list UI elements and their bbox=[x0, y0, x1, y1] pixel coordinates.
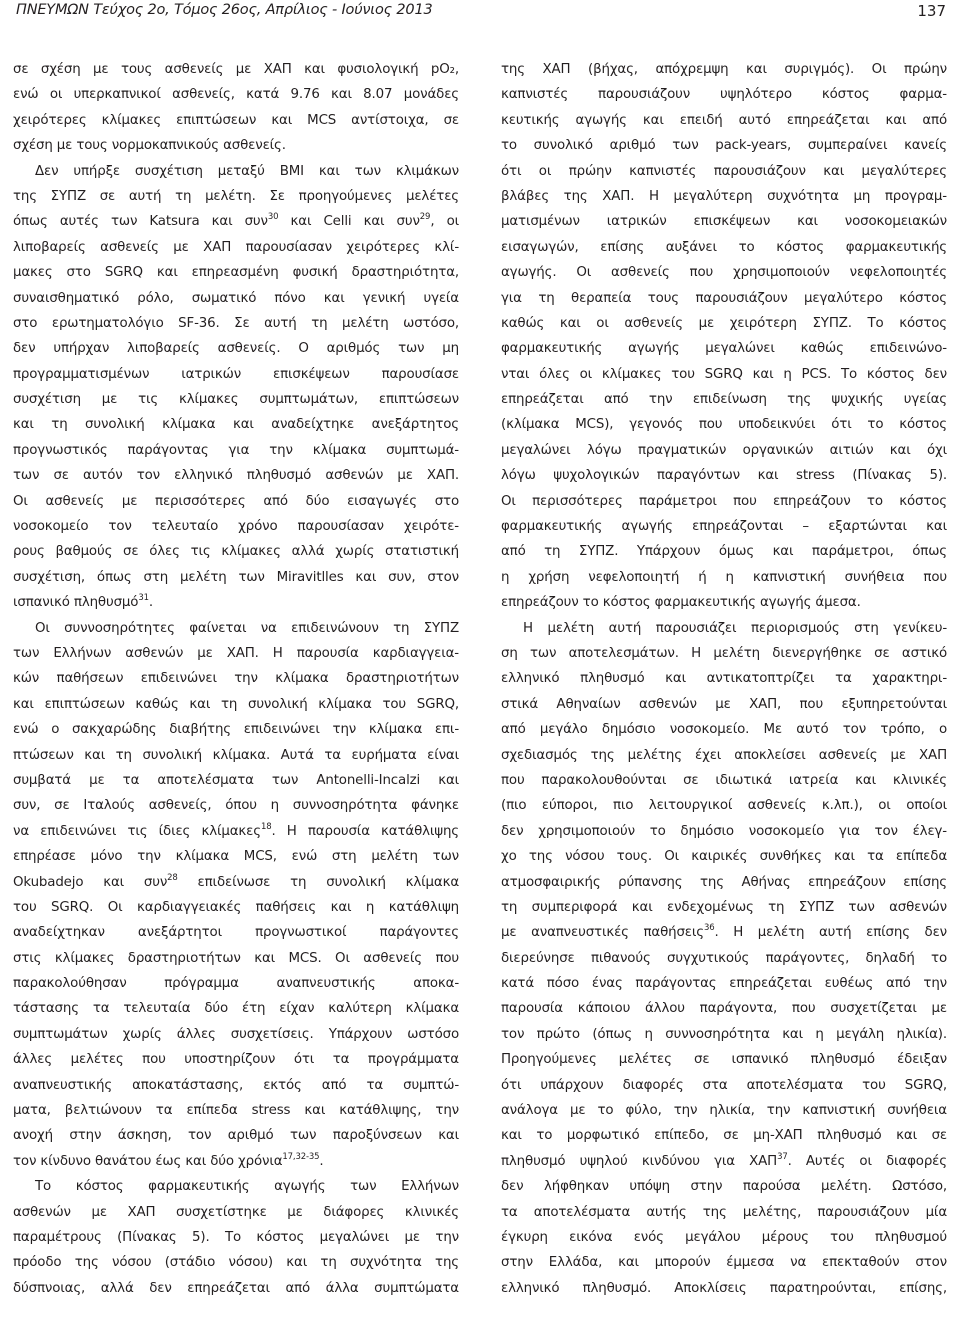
text-run: Οι ασθενείς με περισσότερες από δύο εισαγωγές στο bbox=[13, 493, 459, 509]
text-run: ρους βαθμούς σε όλες τις κλίμακες αλλά χωρίς στατιστική bbox=[13, 544, 459, 560]
citation-superscript: 18 bbox=[260, 821, 272, 832]
text-line bbox=[13, 1123, 459, 1148]
text-run: Προηγούμενες μελέτες σε ισπανικό πληθυσμό έδειξαν bbox=[501, 1052, 947, 1068]
text-line bbox=[501, 57, 947, 82]
text-line bbox=[13, 971, 459, 996]
text-run: πτώσεων και τη συνολική κλίμακα. Αυτά τα ευρήματα είναι bbox=[13, 747, 459, 763]
text-run: ση των αποτελεσμάτων. Η μελέτη διενεργήθηκε σε αστικό bbox=[501, 645, 947, 661]
text-run: τάστασης τα τελευταία δύο έτη είχαν καλύτερη κλίμακα bbox=[13, 1001, 459, 1017]
text-run: και επιπτώσεων καθώς και τη συνολική κλίμακα του SGRQ, bbox=[13, 696, 459, 712]
text-line bbox=[13, 996, 459, 1021]
text-run: δεν υπήρχαν λιποβαρείς ασθενείς. Ο αριθμός των μη bbox=[13, 341, 459, 357]
citation-superscript: 30 bbox=[267, 212, 279, 223]
text-line bbox=[13, 565, 459, 590]
text-line bbox=[501, 1200, 947, 1225]
text-line bbox=[501, 1276, 947, 1301]
text-line bbox=[13, 539, 459, 564]
text-run: ότι οι πρώην καπνιστές παρουσιάζουν και μεγαλύτερες bbox=[501, 163, 947, 179]
text-run: ασθενών με ΧΑΠ συσχετίστηκε με διάφορες κλινικές bbox=[13, 1204, 459, 1220]
text-line bbox=[501, 1250, 947, 1275]
text-run: καπνιστές παρουσιάζουν υψηλότερο κόστος φαρμα- bbox=[501, 87, 947, 103]
text-run: Οι περισσότερες παράμετροι που επηρεάζουν το κόστος bbox=[501, 493, 947, 509]
text-line bbox=[501, 717, 947, 742]
text-line bbox=[501, 362, 947, 387]
text-line bbox=[13, 1022, 459, 1047]
text-run: όπως αυτές των Katsura και συν bbox=[13, 214, 268, 230]
text-line bbox=[501, 82, 947, 107]
text-run: διερεύνησε πιθανούς συγχυτικούς παράγοντες, δηλαδή το bbox=[501, 950, 947, 966]
text-run: τη συμπεριφορά και ενδεχομένως τη ΣΥΠΖ των ασθενών bbox=[501, 899, 947, 915]
text-run: στο ερωτηματολόγιο SF-36. Σε αυτή τη μελέτη ωστόσο, bbox=[13, 315, 459, 331]
text-line bbox=[13, 1174, 459, 1199]
text-run: νοσοκομείο τον τελευταίο χρόνο παρουσίασαν χειρότε- bbox=[13, 519, 459, 535]
text-line bbox=[501, 1047, 947, 1072]
text-line bbox=[13, 743, 459, 768]
text-run: τα αποτελέσματα αυτής της μελέτης, παρουσιάζουν μία bbox=[501, 1204, 947, 1220]
text-line bbox=[13, 286, 459, 311]
text-run: για τη θεραπεία τους παρουσιάζουν μεγαλύτερο κόστος bbox=[501, 290, 947, 306]
text-line bbox=[13, 412, 459, 437]
text-run: προγραμματισμένων ιατρικών επισκέψεων παρουσίασε bbox=[13, 366, 459, 382]
text-line bbox=[13, 362, 459, 387]
text-run: αναδείχτηκαν ανεξάρτητοι προγνωστικοί παράγοντες bbox=[13, 925, 459, 941]
text-line bbox=[13, 717, 459, 742]
text-run: και τη συνολική κλίμακα και αναδείχτηκε ανεξάρτητος bbox=[13, 417, 459, 433]
text-line bbox=[501, 870, 947, 895]
text-run: αναπνευστικής αποκατάστασης, εκτός από τα συμπτώ- bbox=[13, 1077, 459, 1093]
text-run: κευτικής αγωγής και επειδή αυτό επηρεάζεται και από bbox=[501, 112, 947, 128]
text-run: η χρήση νεφελοποιητή ή η καπνιστική συνήθεια που bbox=[501, 569, 947, 585]
text-line bbox=[501, 1225, 947, 1250]
text-run: από μεγάλο δημόσιο νοσοκομείο. Με αυτό τον τρόπο, ο bbox=[501, 722, 947, 738]
text-line bbox=[501, 463, 947, 488]
text-run: συσχέτιση με τις κλίμακες συμπτωμάτων, επιπτώσεων bbox=[13, 392, 459, 408]
text-line bbox=[501, 895, 947, 920]
text-line bbox=[13, 57, 459, 82]
text-run: χειρότερες κλίμακες επιπτώσεων και MCS αντίστοιχα, σε bbox=[13, 112, 459, 128]
text-line bbox=[501, 666, 947, 691]
text-run: παρακολούθησαν πρόγραμμα αναπνευστικής αποκα- bbox=[13, 976, 459, 992]
text-line bbox=[13, 438, 459, 463]
text-run: τον πρώτο (όπως η συννοσηρότητα και η μεγάλη ηλικία). bbox=[501, 1026, 947, 1042]
text-run: παραμέτρους (Πίνακας 5). Το κόστος μεγαλώνει με την bbox=[13, 1229, 459, 1245]
text-run: εισαγωγών, επίσης αυξάνει το κόστος φαρμακευτικής bbox=[501, 239, 947, 255]
citation-superscript: 17,32-35 bbox=[282, 1151, 320, 1162]
text-run: των σε αυτόν τον ελληνικό πληθυσμό ασθενών με ΧΑΠ. bbox=[13, 468, 459, 484]
running-head: ΠΝΕΥΜΩΝ Τεύχος 2ο, Τόμος 26ος, Απρίλιος - Ιούνιος 2013 bbox=[16, 2, 433, 18]
text-line bbox=[501, 743, 947, 768]
text-run: στικά Αθηναίων ασθενών με ΧΑΠ, που εξυπηρετούνται bbox=[501, 696, 947, 712]
text-line bbox=[13, 692, 459, 717]
text-run: ματα, βελτιώνουν τα επίπεδα stress και κατάθλιψης, την bbox=[13, 1103, 459, 1119]
text-run: ισπανικό πληθυσμό bbox=[13, 595, 139, 611]
text-line bbox=[13, 235, 459, 260]
text-line bbox=[501, 565, 947, 590]
text-line bbox=[13, 870, 459, 895]
text-line bbox=[501, 159, 947, 184]
text-line bbox=[13, 1149, 459, 1174]
text-line bbox=[13, 336, 459, 361]
text-line bbox=[501, 920, 947, 945]
text-line bbox=[501, 184, 947, 209]
text-line bbox=[13, 260, 459, 285]
text-line bbox=[501, 946, 947, 971]
text-line bbox=[501, 768, 947, 793]
text-line bbox=[13, 920, 459, 945]
text-line bbox=[13, 463, 459, 488]
citation-superscript: 31 bbox=[138, 593, 149, 604]
text-run: ματισμένων ιατρικών επισκέψεων και νοσοκομειακών bbox=[501, 214, 947, 230]
text-run: φαρμακευτικής αγωγής επηρεάζονται – εξαρτώνται και bbox=[501, 519, 947, 535]
text-line bbox=[13, 590, 459, 615]
text-line bbox=[501, 1149, 947, 1174]
text-run: από τη ΣΥΠΖ. Υπάρχουν όμως και παράμετροι, όπως bbox=[501, 544, 947, 560]
text-line bbox=[501, 108, 947, 133]
citation-superscript: 36 bbox=[703, 923, 715, 934]
text-run: . Η παρουσία κατάθλιψης bbox=[271, 823, 459, 839]
text-line bbox=[501, 641, 947, 666]
text-run: χο της νόσου τους. Οι καιρικές συνθήκες και τα επίπεδα bbox=[501, 849, 947, 865]
text-run: άλλες μελέτες που υποστηρίζουν ότι τα προγράμματα bbox=[13, 1052, 459, 1068]
text-run: μακες στο SGRQ και επηρεασμένη φυσική δραστηριότητα, bbox=[13, 265, 459, 281]
text-run: της ΣΥΠΖ σε αυτή τη μελέτη. Σε προηγούμενες μελέτες bbox=[13, 188, 459, 204]
text-run: συσχέτιση, όπως στη μελέτη των Miravitlles και συν, στον bbox=[13, 569, 459, 585]
text-run: Okubadejo και συν bbox=[13, 874, 168, 890]
text-line bbox=[13, 1276, 459, 1301]
text-line bbox=[501, 1098, 947, 1123]
text-line bbox=[13, 387, 459, 412]
text-run: στις κλίμακες δραστηριοτήτων και MCS. Οι ασθενείς που bbox=[13, 950, 459, 966]
text-line bbox=[501, 793, 947, 818]
text-line bbox=[13, 844, 459, 869]
text-run: επηρεάζεται από την επιδείνωση της ψυχικής υγείας bbox=[501, 392, 947, 408]
text-line bbox=[13, 311, 459, 336]
text-run: να επιδεινώνει τις ίδιες κλίμακες bbox=[13, 823, 261, 839]
text-run: σχεδιασμός της μελέτης έχει αποκλείσει ασθενείς με ΧΑΠ bbox=[501, 747, 947, 763]
text-run: φαρμακευτικής αγωγής μεγαλώνει καθώς επιδεινώνο- bbox=[501, 341, 947, 357]
text-line bbox=[501, 844, 947, 869]
text-line bbox=[501, 260, 947, 285]
text-line bbox=[13, 768, 459, 793]
text-run: βλάβες της ΧΑΠ. Η μεγαλύτερη συχνότητα μη προγραμ- bbox=[501, 188, 947, 204]
text-line bbox=[501, 1123, 947, 1148]
text-line bbox=[501, 133, 947, 158]
text-run: στην Ελλάδα, και μπορούν έμμεσα να επεκταθούν στον bbox=[501, 1255, 947, 1271]
text-run: ενώ ο σακχαρώδης διαβήτης επιδεινώνει την κλίμακα επι- bbox=[13, 722, 459, 738]
text-line bbox=[501, 539, 947, 564]
text-line bbox=[501, 311, 947, 336]
text-run: συμπτωμάτων χωρίς άλλες συσχετίσεις. Υπάρχουν ωστόσο bbox=[13, 1026, 459, 1042]
text-line bbox=[501, 412, 947, 437]
text-line bbox=[501, 819, 947, 844]
text-line bbox=[13, 895, 459, 920]
text-run: μεγαλώνει λόγω πραγματικών οργανικών αιτιών και όχι bbox=[501, 442, 947, 458]
text-run: ενώ οι υπερκαπνικοί ασθενείς, κατά 9.76 και 8.07 μονάδες bbox=[13, 87, 459, 103]
text-run: . bbox=[148, 595, 153, 611]
text-line bbox=[13, 819, 459, 844]
text-line bbox=[13, 1250, 459, 1275]
text-line bbox=[13, 133, 459, 158]
text-run: ανάλογα με το φύλο, την ηλικία, την καπνιστική συνήθεια bbox=[501, 1103, 947, 1119]
text-line bbox=[13, 946, 459, 971]
text-line bbox=[13, 82, 459, 107]
text-run: Το κόστος φαρμακευτικής αγωγής των Ελλήνων bbox=[35, 1179, 459, 1195]
text-line bbox=[13, 1200, 459, 1225]
text-run: και το μορφωτικό επίπεδο, σε μη-ΧΑΠ πληθυσμό και σε bbox=[501, 1128, 947, 1144]
text-line bbox=[13, 108, 459, 133]
text-line bbox=[13, 666, 459, 691]
text-line bbox=[13, 641, 459, 666]
text-line bbox=[501, 387, 947, 412]
text-run: νται όλες οι κλίμακες του SGRQ και η PCS. Το κόστος δεν bbox=[501, 366, 947, 382]
text-run: επηρέασε μόνο την κλίμακα MCS, ενώ στη μελέτη των bbox=[13, 849, 459, 865]
text-run: . Αυτές οι διαφορές bbox=[787, 1153, 947, 1169]
text-line bbox=[13, 1098, 459, 1123]
text-run: αγωγής. Οι ασθενείς που χρησιμοποιούν νεφελοποιητές bbox=[501, 265, 947, 281]
text-run: ελληνικό πληθυσμό και αντικατοπτρίζει τα χαρακτηρι- bbox=[501, 671, 947, 687]
text-run: , οι bbox=[430, 214, 459, 230]
text-run: . Η μελέτη αυτή επίσης δεν bbox=[714, 925, 947, 941]
text-run: πληθυσμό υψηλού κινδύνου για ΧΑΠ bbox=[501, 1153, 778, 1169]
text-run: λόγω ψυχολογικών παραγόντων και stress (Πίνακας 5). bbox=[501, 468, 947, 484]
text-line bbox=[13, 159, 459, 184]
text-run: κατά πόσο ένας παράγοντας επηρεάζεται ευθέως από την bbox=[501, 976, 947, 992]
text-run: και Celli και συν bbox=[278, 214, 420, 230]
text-line bbox=[501, 286, 947, 311]
text-run: . bbox=[319, 1153, 324, 1169]
text-run: (πιο εύποροι, πιο λειτουργικοί ασθενείς κ.λπ.), οι οποίοι bbox=[501, 798, 947, 814]
text-run: ανοχή στην άσκηση, τον αριθμό των παροξύνσεων και bbox=[13, 1128, 459, 1144]
text-line bbox=[501, 996, 947, 1021]
text-run: ότι υπάρχουν διαφορές στα αποτελέσματα του SGRQ, bbox=[501, 1077, 947, 1093]
text-run: επιδείνωσε τη συνολική κλίμακα bbox=[177, 874, 459, 890]
text-run: παρουσία κάποιου άλλου παράγοντα, που συσχετίζεται με bbox=[501, 1001, 947, 1017]
text-run: δεν χρησιμοποιούν το δημόσιο νοσοκομείο για τον έλεγ- bbox=[501, 823, 947, 839]
text-run: σε σχέση με τους ασθενείς με ΧΑΠ και φυσιολογική pO₂, bbox=[13, 62, 459, 77]
text-run: του SGRQ. Οι καρδιαγγειακές παθήσεις και η κατάθλιψη bbox=[13, 899, 459, 915]
text-run: επηρεάζουν το κόστος φαρμακευτικής αγωγής άμεσα. bbox=[501, 595, 861, 611]
text-line bbox=[501, 692, 947, 717]
text-run: ελληνικό πληθυσμό. Αποκλίσεις παρατηρούνται, επίσης, bbox=[501, 1280, 947, 1296]
text-line bbox=[501, 971, 947, 996]
text-run: συναισθηματικό ρόλο, σωματικό πόνο και γενική υγεία bbox=[13, 290, 459, 306]
text-line bbox=[501, 438, 947, 463]
citation-superscript: 29 bbox=[419, 212, 431, 223]
text-run: συμβατά με τα αποτελέσματα των Antonelli-Incalzi και bbox=[13, 772, 459, 788]
text-run: των Ελλήνων ασθενών με ΧΑΠ. Η παρουσία καρδιαγγεια- bbox=[13, 645, 459, 661]
text-line bbox=[13, 1225, 459, 1250]
text-run: δύσπνοιας, αλλά δεν επηρεάζεται από άλλα συμπτώματα bbox=[13, 1280, 459, 1296]
text-run: το συνολικό αριθμό των pack-years, συμπεραίνει κανείς bbox=[501, 138, 947, 154]
text-run: σχέση με τους νορμοκαπνικούς ασθενείς. bbox=[13, 138, 286, 154]
text-run: λιποβαρείς ασθενείς με ΧΑΠ παρουσίασαν χειρότερες κλί- bbox=[13, 239, 459, 255]
text-line bbox=[13, 793, 459, 818]
text-line bbox=[501, 336, 947, 361]
text-line bbox=[501, 616, 947, 641]
text-run: συν, σε Ιταλούς ασθενείς, όπου η συννοσηρότητα φάνηκε bbox=[13, 798, 459, 814]
citation-superscript: 37 bbox=[777, 1151, 788, 1162]
right-column bbox=[501, 57, 947, 1301]
left-column bbox=[13, 57, 459, 1301]
text-run: πρόοδο της νόσου (στάδιο νόσου) και τη συχνότητα της bbox=[13, 1255, 459, 1271]
text-line bbox=[501, 1073, 947, 1098]
text-line bbox=[501, 235, 947, 260]
text-line bbox=[13, 1073, 459, 1098]
text-line bbox=[13, 616, 459, 641]
text-run: που παρακολουθούνται σε ιδιωτικά ιατρεία και κλινικές bbox=[501, 772, 947, 788]
text-run: Οι συννοσηρότητες φαίνεται να επιδεινώνουν τη ΣΥΠΖ bbox=[35, 620, 459, 636]
text-run: τον κίνδυνο θανάτου έως και δύο χρόνια bbox=[13, 1153, 283, 1169]
text-line bbox=[13, 209, 459, 234]
text-run: καθώς και οι ασθενείς με χειρότερη ΣΥΠΖ. Το κόστος bbox=[501, 315, 947, 331]
text-line bbox=[501, 590, 947, 615]
text-run: της ΧΑΠ (βήχας, απόχρεμψη και συριγμός). Οι πρώην bbox=[501, 62, 947, 77]
text-run: ατμοσφαιρικής ρύπανσης της Αθήνας επηρεάζουν επίσης bbox=[501, 874, 947, 890]
text-line bbox=[501, 1022, 947, 1047]
text-line bbox=[501, 514, 947, 539]
text-run: Δεν υπήρξε συσχέτιση μεταξύ BMI και των κλιμάκων bbox=[35, 163, 459, 179]
page-number: 137 bbox=[917, 2, 946, 20]
text-line bbox=[13, 1047, 459, 1072]
text-run: με αναπνευστικές παθήσεις bbox=[501, 925, 704, 941]
text-line bbox=[501, 489, 947, 514]
text-line bbox=[13, 184, 459, 209]
text-line bbox=[501, 1174, 947, 1199]
text-line bbox=[13, 489, 459, 514]
text-run: προγνωστικός παράγοντας για την κλίμακα συμπτωμά- bbox=[13, 442, 459, 458]
citation-superscript: 28 bbox=[167, 872, 178, 883]
text-run: έγκυρη εικόνα ενός μεγάλου μέρους του πληθυσμού bbox=[501, 1229, 947, 1245]
text-run: Η μελέτη αυτή παρουσιάζει περιορισμούς στη γενίκευ- bbox=[523, 620, 947, 636]
text-run: (κλίμακα MCS), γεγονός που υποδεικνύει ότι το κόστος bbox=[501, 417, 947, 433]
text-run: δεν λήφθηκαν υπόψη στην παρούσα μελέτη. Ωστόσο, bbox=[501, 1179, 947, 1195]
text-line bbox=[13, 514, 459, 539]
text-run: κών παθήσεων επιδεινώνει την κλίμακα δραστηριοτήτων bbox=[13, 671, 459, 687]
text-line bbox=[501, 209, 947, 234]
